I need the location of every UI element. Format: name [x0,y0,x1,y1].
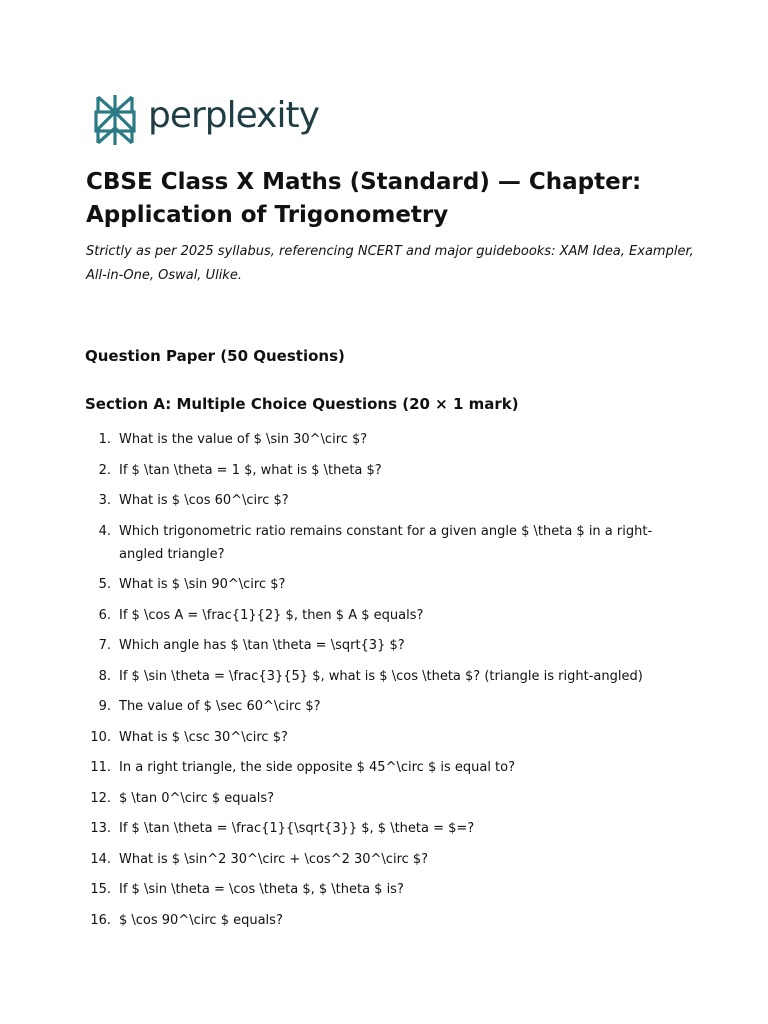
question-text: If $ \tan \theta = 1 $, what is $ \theta $? [119,462,382,478]
question-text: If $ \tan \theta = \frac{1}{\sqrt{3}} $, $ \theta = $=? [119,821,475,836]
question-text: What is $ \cos 60^\circ $? [119,493,289,508]
question-text: The value of $ \sec 60^\circ $? [119,699,321,714]
list-item [0,489,768,512]
question-number: 6. [98,607,111,623]
question-text: If $ \cos A = \frac{1}{2} $, then $ A $ equals? [119,607,424,623]
question-number: 15. [90,882,111,897]
question-number: 16. [90,912,111,928]
list-item [0,695,768,718]
question-text: What is the value of $ \sin 30^\circ $? [119,432,368,447]
list-item [0,604,768,627]
perplexity-wordmark: perplexity [148,95,319,136]
question-number: 14. [90,851,111,867]
list-item [0,665,768,688]
list-item [0,573,768,596]
question-number: 13. [90,821,111,836]
question-number: 10. [90,729,111,745]
question-number: 1. [98,432,111,447]
list-item [0,848,768,871]
question-text: $ \tan 0^\circ $ equals? [119,790,275,806]
question-text: Which angle has $ \tan \theta = \sqrt{3} $? [119,638,405,653]
question-number: 5. [98,577,111,592]
section-a-heading: Section A: Multiple Choice Questions (20 × 1 mark) [85,395,519,413]
question-text: If $ \sin \theta = \cos \theta $, $ \theta $ is? [119,882,404,897]
list-item [0,756,768,779]
question-text: In a right triangle, the side opposite $ 45^\circ $ is equal to? [119,760,516,775]
document-title: CBSE Class X Maths (Standard) — Chapter: Application of Trigonometry [86,169,642,228]
question-text: If $ \sin \theta = \frac{3}{5} $, what is $ \cos \theta $? (triangle is right-angled) [119,668,643,684]
list-item [0,520,768,566]
question-number: 4. [98,523,111,539]
list-item [0,726,768,749]
question-paper-heading: Question Paper (50 Questions) [85,347,345,365]
question-number: 7. [98,638,111,653]
list-item [0,634,768,657]
list-item [0,878,768,901]
question-number: 8. [98,668,111,684]
list-item [0,787,768,810]
question-text: What is $ \sin 90^\circ $? [119,577,286,592]
question-number: 11. [90,760,111,775]
question-text: $ \cos 90^\circ $ equals? [119,912,283,928]
question-text: Which trigonometric ratio remains constant for a given angle $ \theta $ in a right-angled triangle? [119,523,653,562]
list-item [0,909,768,932]
question-number: 12. [90,790,111,806]
document-subtitle: Strictly as per 2025 syllabus, referencing NCERT and major guidebooks: XAM Idea, Exampler, All-in-One, Oswal, Ulike. [86,244,694,283]
question-number: 3. [98,493,111,508]
question-number: 9. [98,699,111,714]
question-list [0,428,768,939]
perplexity-logo-icon [94,93,136,147]
list-item [0,428,768,451]
list-item [0,817,768,840]
perplexity-logo [94,93,319,147]
question-text: What is $ \csc 30^\circ $? [119,729,288,745]
question-text: What is $ \sin^2 30^\circ + \cos^2 30^\circ $? [119,851,429,867]
list-item [0,459,768,482]
question-number: 2. [98,462,111,478]
